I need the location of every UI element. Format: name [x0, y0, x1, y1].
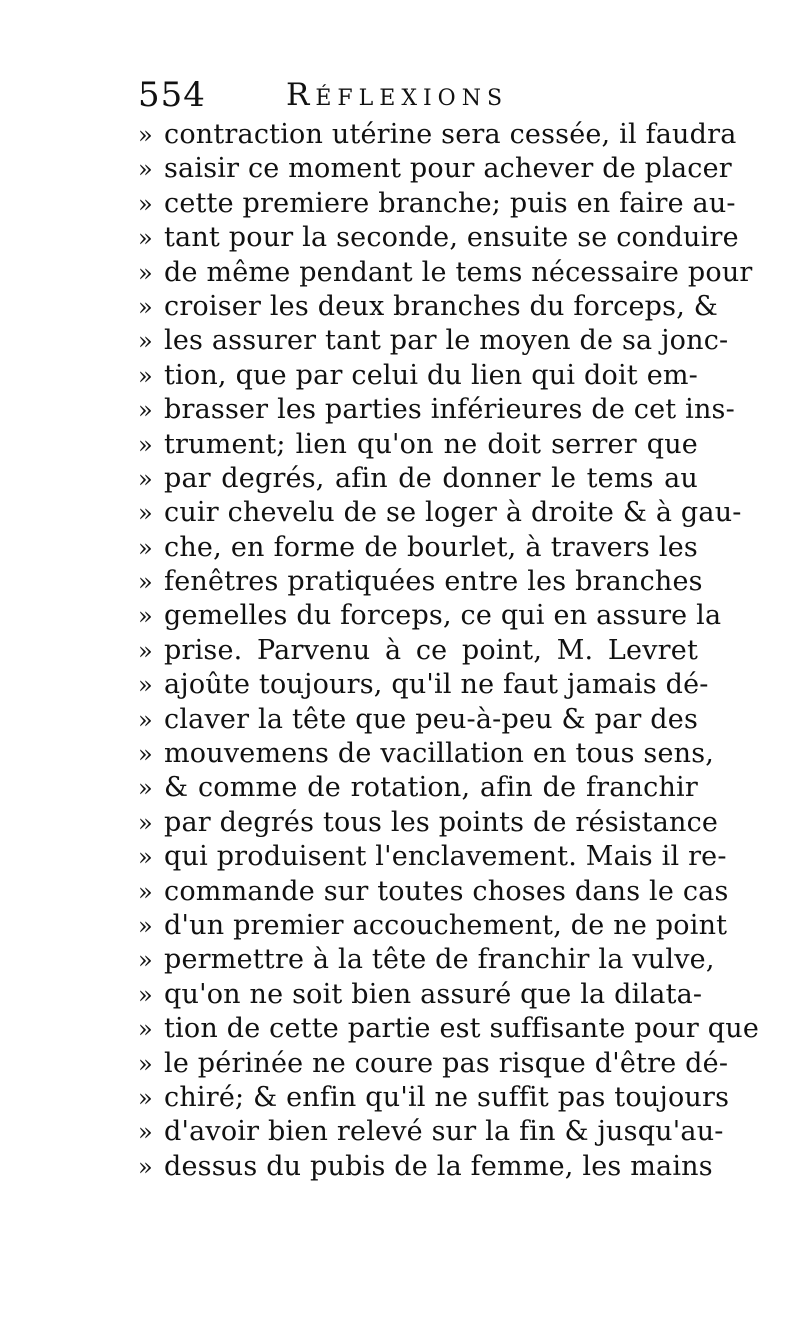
line-text: saisir ce moment pour achever de placer [164, 153, 732, 185]
quote-mark: » [138, 980, 153, 1009]
line-text: prise. Parvenu à ce point, M. Levret [164, 634, 698, 666]
quote-mark: » [138, 533, 153, 562]
line-text: par degrés, afin de donner le tems au [164, 462, 698, 494]
quote-mark: » [138, 946, 153, 975]
text-line [138, 324, 729, 358]
text-line [138, 875, 729, 909]
text-line [138, 1012, 760, 1046]
quote-mark: » [138, 808, 153, 837]
quote-mark: » [138, 1118, 153, 1147]
line-text: mouvemens de vacillation en tous sens, [164, 738, 715, 770]
text-line [138, 256, 753, 290]
page-number: 554 [138, 75, 206, 115]
line-text: fenêtres pratiquées entre les branches [164, 566, 703, 598]
text-line [138, 978, 703, 1012]
text-line [138, 187, 736, 221]
line-text: che, en forme de bourlet, à travers les [164, 531, 698, 563]
quote-mark: » [138, 189, 153, 218]
line-text: brasser les parties inférieures de cet ins- [164, 394, 735, 426]
text-line [138, 840, 727, 874]
body-text [138, 118, 760, 1184]
text-line [138, 1115, 724, 1149]
text-line [138, 943, 715, 977]
line-text: dessus du pubis de la femme, les mains [164, 1150, 713, 1182]
text-line [138, 668, 709, 702]
quote-mark: » [138, 1049, 153, 1078]
quote-mark: » [138, 1015, 153, 1044]
line-text: chiré; & enfin qu'il ne suffit pas toujours [164, 1081, 730, 1113]
line-text: tion de cette partie est suffisante pour que [164, 1013, 760, 1045]
line-text: qu'on ne soit bien assuré que la dilata- [164, 978, 703, 1010]
text-line [138, 634, 698, 668]
text-line [138, 1081, 730, 1115]
quote-mark: » [138, 292, 153, 321]
text-line [138, 806, 719, 840]
quote-mark: » [138, 258, 153, 287]
quote-mark: » [138, 361, 153, 390]
quote-mark: » [138, 877, 153, 906]
line-text: tant pour la seconde, ensuite se conduire [164, 222, 739, 254]
line-text: contraction utérine sera cessée, il faudra [164, 119, 737, 150]
quote-mark: » [138, 464, 153, 493]
text-line [138, 290, 719, 324]
quote-mark: » [138, 1083, 153, 1112]
quote-mark: » [138, 843, 153, 872]
quote-mark: » [138, 568, 153, 597]
text-line [138, 118, 737, 152]
quote-mark: » [138, 774, 153, 803]
line-text: d'un premier accouchement, de ne point [164, 909, 728, 941]
line-text: permettre à la tête de franchir la vulve, [164, 944, 715, 976]
quote-mark: » [138, 1152, 153, 1181]
text-line [138, 221, 739, 255]
quote-mark: » [138, 224, 153, 253]
quote-mark: » [138, 636, 153, 665]
line-text: claver la tête que peu-à-peu & par des [164, 703, 698, 735]
line-text: les assurer tant par le moyen de sa jonc- [164, 325, 729, 357]
text-line [138, 771, 698, 805]
line-text: cette premiere branche; puis en faire au- [164, 187, 736, 219]
text-line [138, 599, 722, 633]
running-title: Réflexions [286, 77, 509, 113]
line-text: gemelles du forceps, ce qui en assure la [164, 600, 722, 632]
quote-mark: » [138, 430, 153, 459]
quote-mark: » [138, 671, 153, 700]
text-line [138, 703, 698, 737]
quote-mark: » [138, 602, 153, 631]
quote-mark: » [138, 740, 153, 769]
quote-mark: » [138, 327, 153, 356]
line-text: de même pendant le tems nécessaire pour [164, 256, 753, 288]
text-line [138, 1047, 729, 1081]
text-line [138, 152, 732, 186]
quote-mark: » [138, 705, 153, 734]
page-header [138, 72, 698, 118]
text-line [138, 393, 735, 427]
line-text: cuir chevelu de se loger à droite & à gau- [164, 497, 742, 529]
text-line [138, 496, 742, 530]
text-line [138, 737, 715, 771]
line-text: tion, que par celui du lien qui doit em- [164, 359, 698, 391]
line-text: par degrés tous les points de résistance [164, 806, 719, 838]
quote-mark: » [138, 911, 153, 940]
quote-mark: » [138, 155, 153, 184]
text-line [138, 531, 698, 565]
text-line [138, 565, 703, 599]
line-text: d'avoir bien relevé sur la fin & jusqu'au- [164, 1116, 724, 1148]
line-text: commande sur toutes choses dans le cas [164, 875, 729, 907]
line-text: trument; lien qu'on ne doit serrer que [164, 428, 698, 460]
quote-mark: » [138, 121, 153, 149]
quote-mark: » [138, 396, 153, 425]
text-line [138, 1150, 713, 1184]
line-text: qui produisent l'enclavement. Mais il re- [164, 841, 727, 873]
text-line [138, 909, 728, 943]
text-line [138, 359, 698, 393]
line-text: le périnée ne coure pas risque d'être dé- [164, 1047, 729, 1079]
text-line [138, 462, 698, 496]
text-line [138, 428, 698, 462]
line-text: ajoûte toujours, qu'il ne faut jamais dé- [164, 669, 709, 701]
line-text: croiser les deux branches du forceps, & [164, 290, 719, 322]
line-text: & comme de rotation, afin de franchir [164, 772, 698, 804]
quote-mark: » [138, 499, 153, 528]
